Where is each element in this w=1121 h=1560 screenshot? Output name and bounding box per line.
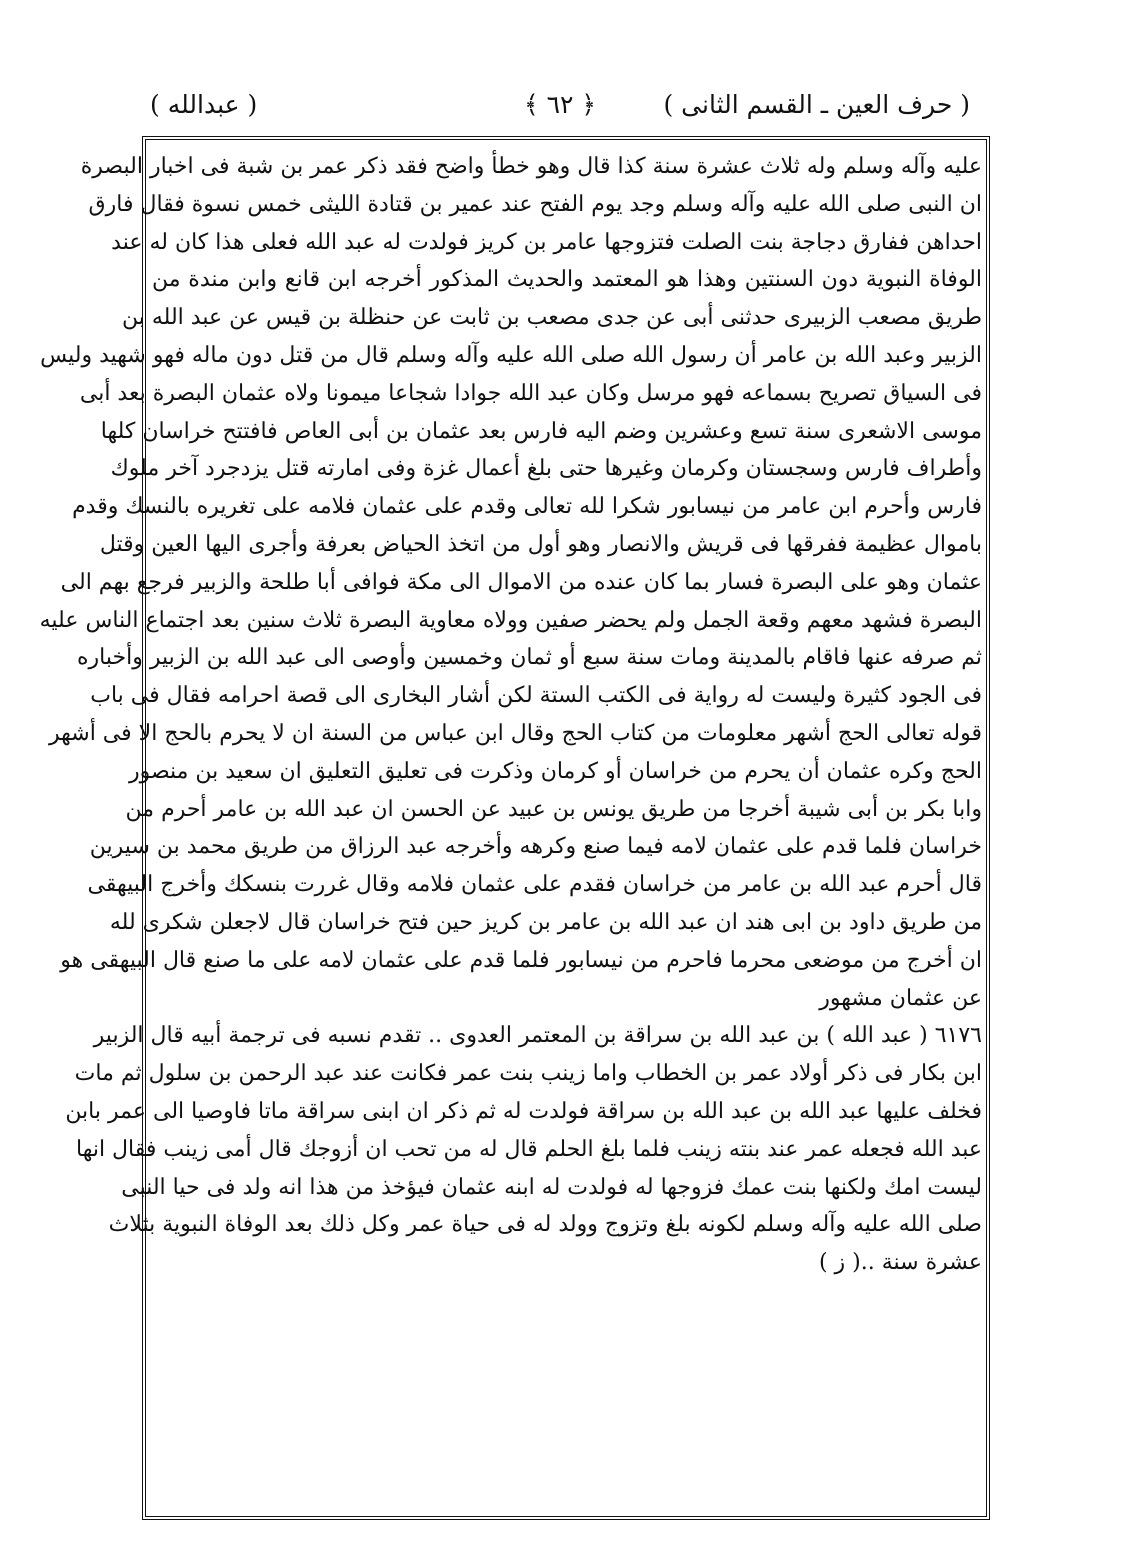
- chapter-heading: ( حرف العين ـ القسم الثانى ): [663, 90, 970, 119]
- text-line: عثمان وهو على البصرة فسار بما كان عنده من الاموال الى مكة فوافى أبا طلحة والزبير فرجع بهم الى: [60, 569, 982, 595]
- text-line: ان أخرج من موضعى محرما فاحرم من نيسابور فلما قدم على عثمان لامه على ما صنع قال البيهقى هو: [60, 947, 982, 973]
- text-line: ابن بكار فى ذكر أولاد عمر بن الخطاب واما زينب بنت عمر فكانت عند عبد الرحمن بن سلول ثم مات: [74, 1061, 982, 1087]
- text-line: وابا بكر بن أبى شيبة أخرجا من طريق يونس بن عبيد عن الحسن ان عبد الله بن عامر أحرم من: [125, 796, 982, 822]
- text-line: الوفاة النبوية دون السنتين وهذا هو المعتمد والحديث المذكور أخرجه ابن قانع وابن مندة من: [152, 267, 982, 293]
- text-line: البصرة فشهد معهم وقعة الجمل ولم يحضر صفين وولاه معاوية البصرة ثلاث سنين بعد اجتماع الناس عليه: [39, 607, 982, 633]
- text-line: عبد الله فجعله عمر عند بنته زينب فلما بلغ الحلم قال له من تحب ان أزوجك قال أمى زينب فقال انها: [75, 1136, 982, 1162]
- text-line: موسى الاشعرى سنة تسع وعشرين وضم اليه فارس بعد عثمان بن أبى العاص فافتتح خراسان كلها: [100, 418, 982, 444]
- text-line: ليست امك ولكنها بنت عمك فزوجها له فولدت له ابنه عثمان فيؤخذ من هذا انه ولد فى حيا النبى: [121, 1174, 982, 1200]
- text-line: باموال عظيمة ففرقها فى قريش والانصار وهو أول من اتخذ الحياض بعرفة وأجرى اليها العين وقتل: [99, 531, 982, 557]
- entry-heading: ( عبدالله ): [150, 90, 258, 119]
- text-line: عشرة سنة ..( ز ): [818, 1250, 982, 1276]
- text-line: ثم صرفه عنها فاقام بالمدينة ومات سنة سبع أو ثمان وخمسين وأوصى الى عبد الله بن الزبير وأخباره: [77, 645, 982, 671]
- text-line: فى السياق تصريح بسماعه فهو مرسل وكان عبد الله جوادا شجاعا ميمونا ولاه عثمان البصرة بعد أبى: [79, 380, 982, 406]
- text-line: ان النبى صلى الله عليه وآله وسلم وجد يوم الفتح عند عمير بن قتادة الليثى خمس نسوة فقال فارق: [88, 191, 982, 217]
- text-line: طريق مصعب الزبيرى حدثنى أبى عن جدى مصعب بن ثابت عن حنظلة بن قيس عن عبد الله بن: [122, 305, 982, 331]
- text-line: فى الجود كثيرة وليست له رواية فى الكتب الستة لكن أشار البخارى الى قصة احرامه فقال فى باب: [90, 683, 982, 709]
- text-line: الحج وكره عثمان أن يحرم من خراسان أو كرمان وذكرت فى تعليق التعليق ان سعيد بن منصور: [128, 758, 982, 784]
- text-line: من طريق داود بن ابى هند ان عبد الله بن عامر بن كريز حين فتح خراسان قال لاجعلن شكرى لله: [109, 909, 982, 935]
- text-line: وأطراف فارس وسجستان وكرمان وغيرها حتى بلغ أعمال غزة وفى امارته قتل يزدجرد آخر ملوك: [110, 456, 982, 482]
- page-body: [39, 148, 982, 1508]
- text-line: خراسان فلما قدم على عثمان لامه فيما صنع وكرهه وأخرجه عبد الرزاق من طريق محمد بن سيرين: [89, 834, 982, 860]
- text-line: فخلف عليها عبد الله بن عبد الله بن سراقة فولدت له ثم ذكر ان ابنى سراقة ماتا فاوصيا الى عمر بابن: [65, 1098, 982, 1124]
- text-line: عليه وآله وسلم وله ثلاث عشرة سنة كذا قال وهو خطأ واضح فقد ذكر عمر بن شبة فى اخبار البصرة: [80, 154, 982, 179]
- text-line: قال أحرم عبد الله بن عامر من خراسان فقدم على عثمان فلامه وقال غررت بنسكك وأخرج البيهقى: [87, 872, 982, 898]
- text-line: احداهن ففارق دجاجة بنت الصلت فتزوجها عامر بن كريز فولدت له عبد الله فعلى هذا كان له عند: [111, 229, 982, 255]
- text-line: عن عثمان مشهور: [819, 985, 982, 1011]
- page-number: ﴿ ٦٢ ﴾: [523, 90, 597, 119]
- text-line: صلى الله عليه وآله وسلم لكونه بلغ وتزوج وولد له فى حياة عمر وكل ذلك بعد الوفاة النبوية بثلاث: [108, 1212, 982, 1238]
- text-line: قوله تعالى الحج أشهر معلومات من كتاب الحج وقال ابن عباس من السنة ان لا يحرم بالحج الا فى أشهر: [48, 720, 982, 746]
- text-line: الزبير وعبد الله بن عامر أن رسول الله صلى الله عليه وآله وسلم قال من قتل دون ماله فهو شهيد وليس: [40, 342, 982, 368]
- entry-6176-line: ٦١٧٦ ( عبد الله ) بن عبد الله بن سراقة بن المعتمر العدوى .. تقدم نسبه فى ترجمة أبيه قال الزبير: [93, 1023, 982, 1049]
- text-line: فارس وأحرم ابن عامر من نيسابور شكرا لله تعالى وقدم على عثمان فلامه على تغريره بالنسك وقدم: [72, 494, 982, 520]
- page-header: [150, 86, 970, 130]
